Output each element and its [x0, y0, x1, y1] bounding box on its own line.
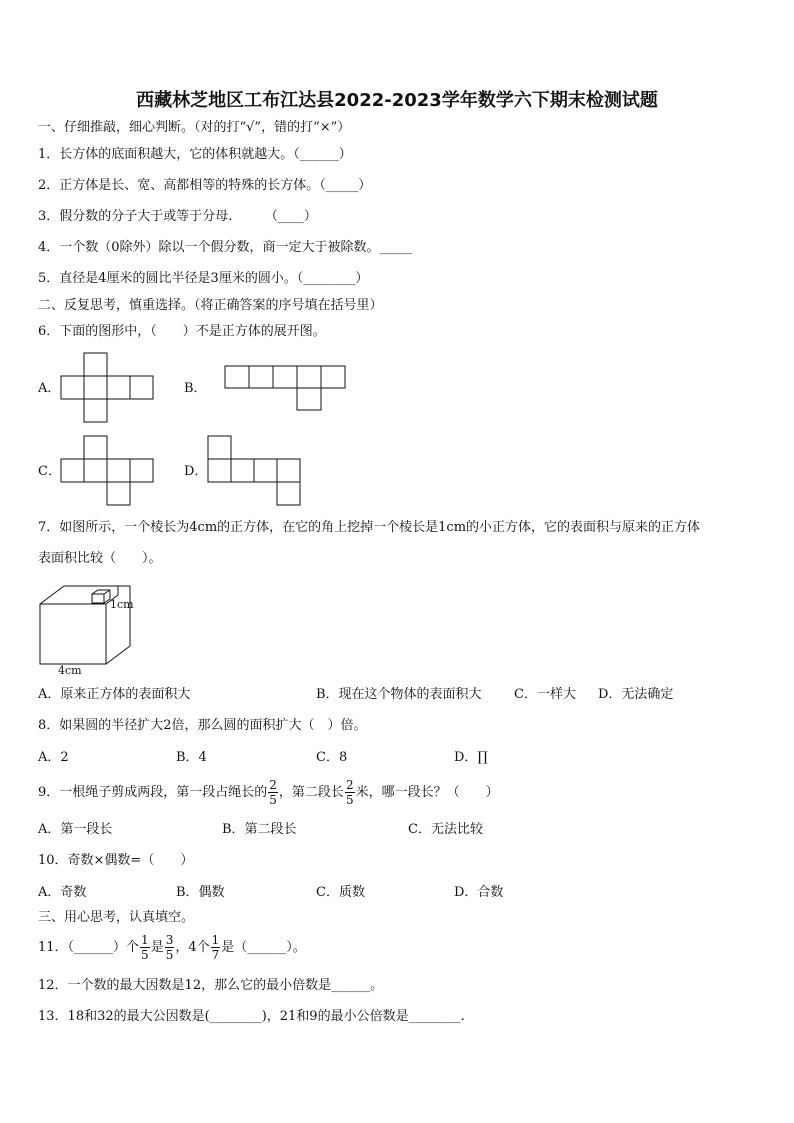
q9-option-a: A．第一段长	[38, 822, 113, 837]
question-13: 13．18和32的最大公因数是(________)，21和9的最小公倍数是________.	[38, 1009, 465, 1024]
net-square	[277, 482, 300, 505]
q10-option-b: B．偶数	[176, 885, 225, 900]
q7-small-edge-label: 1cm	[110, 598, 134, 611]
q11-text-part-4: 是（______）。	[221, 940, 306, 955]
q7-big-edge-label: 4cm	[58, 664, 82, 676]
net-square	[254, 459, 277, 482]
net-square	[277, 459, 300, 482]
q7-option-a: A．原来正方体的表面积大	[38, 687, 191, 702]
q9-text-part-3: 米，哪一段长？（ ）	[355, 785, 499, 800]
question-3: 3．假分数的分子大于或等于分母. （____）	[38, 209, 317, 224]
question-7-line-1: 7．如图所示，一个棱长为4cm的正方体，在它的角上挖掉一个棱长是1cm的小正方体，它的表面积与原来的正方体	[38, 520, 701, 535]
section-3-heading: 三、用心思考，认真填空。	[38, 910, 195, 925]
net-square	[321, 366, 345, 388]
cube-front-face	[40, 604, 106, 664]
q9-fraction-2-numerator: 2	[345, 778, 354, 792]
q6-option-b-net	[224, 365, 348, 415]
q11-fraction-1-numerator: 1	[141, 933, 149, 947]
net-square	[107, 482, 130, 505]
net-square	[107, 376, 130, 399]
net-square	[208, 436, 231, 459]
q9-fraction-1	[268, 778, 278, 807]
q8-option-a: A．2	[38, 750, 69, 765]
net-square	[84, 459, 107, 482]
q9-fraction-1-numerator: 2	[269, 778, 277, 792]
net-square	[61, 376, 84, 399]
page-title: 西藏林芝地区工布江达县2022-2023学年数学六下期末检测试题	[136, 90, 658, 111]
q11-fraction-1-denominator: 5	[141, 948, 149, 962]
q7-option-c: C．一样大	[514, 687, 576, 702]
q7-option-b: B．现在这个物体的表面积大	[316, 687, 482, 702]
q9-option-c: C．无法比较	[408, 822, 483, 837]
question-5: 5．直径是4厘米的圆比半径是3厘米的圆小。（________）	[38, 271, 369, 286]
net-square	[84, 436, 107, 459]
q8-option-d: D．∏	[454, 750, 488, 765]
q6-option-d-label: D．	[184, 464, 208, 479]
question-8: 8．如果圆的半径扩大2倍，那么圆的面积扩大（ ）倍。	[38, 718, 367, 733]
q10-option-c: C．质数	[316, 885, 365, 900]
q9-text-part-2: ，第二段长	[278, 785, 344, 800]
net-square	[249, 366, 273, 388]
net-square	[130, 376, 153, 399]
q11-fraction-3	[211, 933, 221, 962]
net-square	[225, 366, 249, 388]
section-2-heading: 二、反复思考，慎重选择。（将正确答案的序号填在括号里）	[38, 298, 383, 313]
question-11	[38, 932, 306, 964]
q8-option-c: C．8	[316, 750, 348, 765]
q10-option-d: D．合数	[454, 885, 504, 900]
small-cube-edge	[104, 590, 110, 594]
net-square	[231, 459, 254, 482]
net-square	[208, 459, 231, 482]
net-square	[61, 459, 84, 482]
q7-cube-figure	[36, 582, 136, 676]
net-square	[84, 399, 107, 422]
q11-text-part-3: ，4个	[175, 940, 210, 955]
q6-option-d-net	[207, 435, 307, 507]
question-12: 12．一个数的最大因数是12，那么它的最小倍数是______。	[38, 978, 384, 993]
q6-option-c-label: C．	[38, 464, 61, 479]
net-square	[107, 459, 130, 482]
net-square	[297, 388, 321, 410]
question-1: 1．长方体的底面积越大，它的体积就越大。（______）	[38, 147, 352, 162]
q9-text-part-1: 9．一根绳子剪成两段，第一段占绳长的	[38, 785, 268, 800]
net-square	[84, 353, 107, 376]
q11-fraction-2-numerator: 3	[165, 933, 174, 947]
q8-option-b: B．4	[176, 750, 207, 765]
q6-option-a-net	[60, 352, 160, 424]
q9-fraction-2-denominator: 5	[345, 793, 354, 807]
q11-fraction-3-denominator: 7	[211, 948, 220, 962]
q11-fraction-2-denominator: 5	[165, 948, 174, 962]
q10-option-a: A．奇数	[38, 885, 87, 900]
q9-option-b: B．第二段长	[222, 822, 297, 837]
section-1-heading: 一、仔细推敲，细心判断。（对的打“√”，错的打“×”）	[38, 120, 351, 135]
net-square	[130, 459, 153, 482]
q6-option-b-label: B．	[184, 381, 207, 396]
q6-option-a-label: A．	[38, 381, 61, 396]
q11-text-part-2: 是	[150, 940, 164, 955]
question-9	[38, 777, 499, 809]
q11-fraction-2	[165, 933, 175, 962]
q6-option-c-net	[60, 435, 160, 507]
q11-text-part-1: 11．（______）个	[38, 940, 140, 955]
q7-option-d: D．无法确定	[598, 687, 674, 702]
question-10: 10．奇数×偶数=（ ）	[38, 853, 194, 868]
question-4: 4．一个数（0除外）除以一个假分数，商一定大于被除数。_____	[38, 240, 413, 255]
question-6: 6．下面的图形中，（ ）不是正方体的展开图。	[38, 324, 326, 339]
q9-fraction-2	[345, 778, 355, 807]
q11-fraction-3-numerator: 1	[211, 933, 220, 947]
q11-fraction-1	[140, 933, 150, 962]
question-2: 2．正方体是长、宽、高都相等的特殊的长方体。（_____）	[38, 178, 372, 193]
net-square	[297, 366, 321, 388]
q9-fraction-1-denominator: 5	[269, 793, 277, 807]
small-cube-front	[92, 594, 104, 603]
net-square	[273, 366, 297, 388]
question-7-line-2: 表面积比较（ ）。	[38, 551, 162, 566]
net-square	[84, 376, 107, 399]
